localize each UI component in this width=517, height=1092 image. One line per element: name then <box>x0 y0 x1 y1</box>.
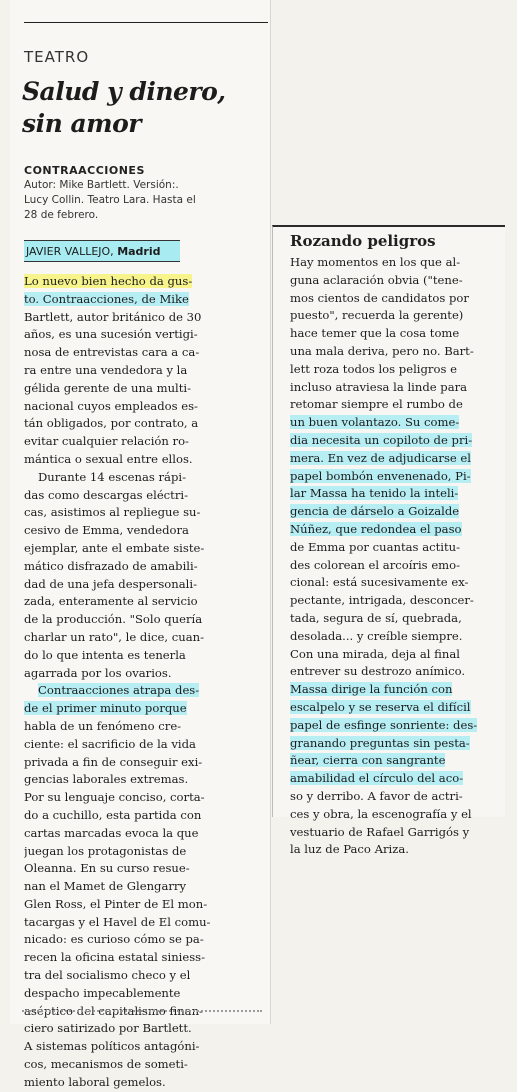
text-line: incluso atraviesa la linde para <box>290 379 468 394</box>
text-line: juegan los protagonistas de <box>24 843 187 858</box>
credits-line: Autor: Mike Bartlett. Versión:. <box>24 179 179 191</box>
text-line: Por su lenguaje conciso, corta- <box>24 790 205 805</box>
text-line: gencias laborales extremas. <box>24 772 189 787</box>
article-body-column <box>24 273 264 1092</box>
text-line: papel de esfinge sonriente: des- <box>290 717 478 732</box>
text-line: hace temer que la cosa tome <box>290 326 460 341</box>
text-line: tada, segura de sí, quebrada, <box>290 610 462 625</box>
text-line: Núñez, que redondea el paso <box>290 521 462 536</box>
text-line: do a cuchillo, esta partida con <box>24 807 202 822</box>
text-line: recen la oficina estatal siniess- <box>24 950 206 965</box>
text-line: una mala deriva, pero no. Bart- <box>290 343 474 358</box>
text-line: vestuario de Rafael Garrigós y <box>290 824 470 839</box>
text-line: gélida gerente de una multi- <box>24 380 192 395</box>
text-line: das como descargas eléctri- <box>24 487 188 502</box>
text-line: evitar cualquier relación ro- <box>24 434 189 449</box>
text-line: so y derribo. A favor de actri- <box>290 788 463 803</box>
text-line: mos cientos de candidatos por <box>290 290 469 305</box>
text-line: tra del socialismo checo y el <box>24 968 191 983</box>
sidebar-title: Rozando peligros <box>290 232 436 250</box>
text-line: retomar siempre el rumbo de <box>290 397 463 412</box>
text-line: años, es una sucesión vertigi- <box>24 327 198 342</box>
text-line: mera. En vez de adjudicarse el <box>290 450 472 465</box>
text-line: escalpelo y se reserva el difícil <box>290 699 471 714</box>
text-line: nan el Mamet de Glengarry <box>24 879 187 894</box>
text-line: de Emma por cuantas actitu- <box>290 539 461 554</box>
byline <box>24 240 180 262</box>
text-line: ejemplar, ante el embate siste- <box>24 540 205 555</box>
headline <box>22 76 266 140</box>
text-line: lett roza todos los peligros e <box>290 361 457 376</box>
text-line: entrever su destrozo anímico. <box>290 664 466 679</box>
text-line: charlar un rato", le dice, cuan- <box>24 629 205 644</box>
text-line: desolada... y creíble siempre. <box>290 628 463 643</box>
text-line: la luz de Paco Ariza. <box>290 842 409 857</box>
headline-line: sin amor <box>22 109 141 138</box>
text-line: Glen Ross, el Pinter de El mon- <box>24 896 208 911</box>
text-line: despacho impecablemente <box>24 985 181 1000</box>
text-line: ciente: el sacrificio de la vida <box>24 736 196 751</box>
text-line: Oleanna. En su curso resue- <box>24 861 190 876</box>
text-line: cional: está sucesivamente ex- <box>290 575 469 590</box>
text-line: dia necesita un copiloto de pri- <box>290 432 473 447</box>
text-line: mático disfrazado de amabili- <box>24 558 198 573</box>
credits-block <box>24 163 268 223</box>
text-line: Massa dirige la función con <box>290 682 453 697</box>
text-line: tacargas y el Havel de El comu- <box>24 914 211 929</box>
text-line: puesto", recuerda la gerente) <box>290 308 464 323</box>
text-line: cesivo de Emma, vendedora <box>24 523 189 538</box>
text-line: nicado: es curioso cómo se pa- <box>24 932 204 947</box>
text-line: habla de un fenómeno cre- <box>24 718 182 733</box>
text-line: to. Contraacciones, de Mike <box>24 291 189 306</box>
section-label: TEATRO <box>24 48 90 66</box>
text-line: de el primer minuto porque <box>24 701 187 716</box>
headline-line: Salud y dinero, <box>22 77 226 106</box>
text-line: nosa de entrevistas cara a ca- <box>24 345 200 360</box>
play-title: CONTRAACCIONES <box>24 164 145 177</box>
text-line: cartas marcadas evoca la que <box>24 825 199 840</box>
bottom-cut-line <box>22 1010 262 1012</box>
text-line: Hay momentos en los que al- <box>290 255 461 269</box>
byline-city: Madrid <box>117 245 161 258</box>
text-line: dad de una jefa despersonali- <box>24 576 197 591</box>
text-line: do lo que intenta es tenerla <box>24 647 186 662</box>
text-line: mántica o sexual entre ellos. <box>24 451 193 466</box>
text-line: cas, asistimos al repliegue su- <box>24 505 201 520</box>
text-line: des colorean el arcoíris emo- <box>290 557 461 572</box>
text-line: Contraacciones atrapa des- <box>38 683 200 698</box>
text-line: cos, mecanismos de someti- <box>24 1057 188 1072</box>
text-line: agarrada por los ovarios. <box>24 665 172 680</box>
credits-line: Lucy Collin. Teatro Lara. Hasta el <box>24 194 196 206</box>
text-line: Durante 14 escenas rápi- <box>38 469 187 484</box>
text-line: ra entre una vendedora y la <box>24 362 188 377</box>
text-line: de la producción. "Solo quería <box>24 612 203 627</box>
top-rule <box>24 22 268 23</box>
text-line: Con una mirada, deja al final <box>290 646 460 661</box>
text-line: ces y obra, la escenografía y el <box>290 806 472 821</box>
text-line: pectante, intrigada, desconcer- <box>290 593 474 608</box>
text-line: amabilidad el círculo del aco- <box>290 771 464 786</box>
text-line: tán obligados, por contrato, a <box>24 416 199 431</box>
text-line: granando preguntas sin pesta- <box>290 735 470 750</box>
text-line: ñear, cierra con sangrante <box>290 753 446 768</box>
text-line: aséptico del capitalismo finan- <box>24 1003 203 1018</box>
text-line: papel bombón envenenado, Pi- <box>290 468 471 483</box>
text-line: Bartlett, autor británico de 30 <box>24 309 202 324</box>
text-line: lar Massa ha tenido la inteli- <box>290 486 459 501</box>
text-line: un buen volantazo. Su come- <box>290 415 460 430</box>
text-line: nacional cuyos empleados es- <box>24 398 198 413</box>
sidebar-body-column <box>290 254 490 859</box>
text-line: zada, enteramente al servicio <box>24 594 198 609</box>
text-line: ciero satirizado por Bartlett. <box>24 1021 192 1036</box>
text-line: gencia de dárselo a Goizalde <box>290 504 460 519</box>
credits-line: 28 de febrero. <box>24 209 99 221</box>
byline-author: JAVIER VALLEJO, <box>26 245 114 258</box>
text-line: Lo nuevo bien hecho da gus- <box>24 274 193 288</box>
text-line: miento laboral gemelos. <box>24 1074 166 1089</box>
text-line: privada a fin de conseguir exi- <box>24 754 203 769</box>
text-line: A sistemas políticos antagóni- <box>24 1039 200 1054</box>
text-line: guna aclaración obvia ("tene- <box>290 272 463 287</box>
